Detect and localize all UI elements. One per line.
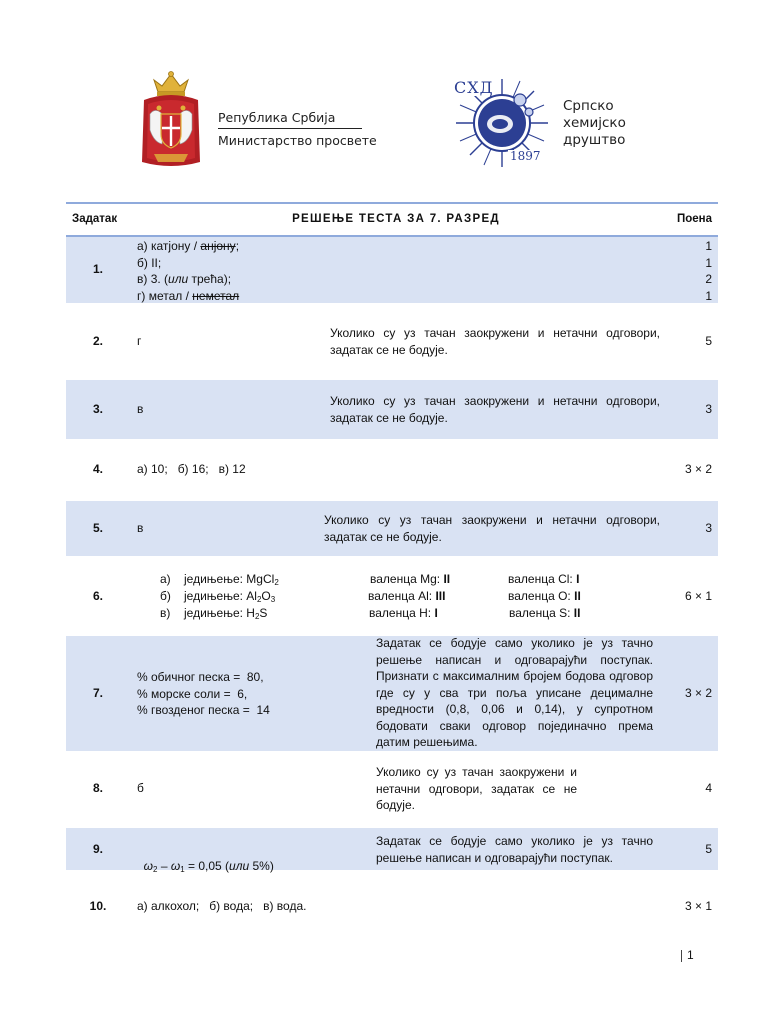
task-number: 3. [92,402,103,416]
answer: а) 10; б) 16; в) 12 [137,462,246,476]
points-value: 1 [705,288,712,303]
points-value: 3 [705,521,712,535]
ministry-label: Министарство просвете [218,133,377,148]
task-number: 6. [92,589,103,603]
society-line: хемијско [563,115,626,131]
valence: валенца S: II [509,606,581,620]
answer: в [137,402,144,416]
coat-of-arms-icon [140,70,202,172]
compound-formula: једињење: MgCl$_2$ [184,572,279,587]
task-number: 2. [92,334,103,348]
points-value: 6 × 1 [684,589,712,603]
answer-line: % морске соли = 6, [137,686,248,701]
answer: в [137,521,144,535]
answer-line: б) II; [137,255,162,270]
task-number: 4. [92,462,103,476]
points-value: 2 [705,272,712,286]
shd-logo [452,78,552,168]
valence: валенца Cl: I [508,572,580,586]
column-header-task: Задатак [72,213,118,225]
points-value: 5 [705,842,712,856]
logo-year: 1897 [510,149,541,163]
points-value: 1 [705,255,712,270]
logo-letters: СХД [454,78,494,97]
answer-line: в) 3. (или трећа); [137,272,232,286]
society-line: друштво [563,132,626,148]
points-value: 3 × 1 [684,899,712,913]
compound-line: б) [160,589,171,603]
serbia-coat-of-arms [140,70,202,172]
valence: валенца Al: III [368,589,446,603]
answer-line: а) катјону / анјону; [137,239,240,253]
grading-note: Задатак се бодује само уколико је уз тачно решење написан и одговарајући поступак. Признати с максималним бројем бодова одговор где су у сва три поља уписане децималне вредности (0,8, 0,06 и 0,14), у супротном бодовати сваки одговор појединачно према датим решењима. [376,636,653,749]
task-number: 8. [92,781,103,795]
page-number-divider [681,950,682,962]
points-value: 3 [705,402,712,416]
task-number: 5. [92,521,103,535]
points-value: 3 × 2 [684,686,712,700]
crossed-answer: неметал [192,288,240,303]
task-number: 10. [89,899,107,913]
task-number: 7. [92,686,103,700]
valence: валенца Mg: II [370,572,451,586]
compound-line: в) [160,606,171,620]
points-value: 5 [705,334,712,348]
grading-note: Уколико су уз тачан заокружени и нетачни одговори, задатак се не бодује. [324,513,660,544]
task-number: 9. [92,842,103,856]
answer-line: г) метал / неметал [137,288,240,303]
crossed-answer: анјону [200,239,236,253]
answer-line: % гвозденог песка = 14 [137,703,270,717]
valence: валенца O: II [508,589,581,603]
compound-line: а) [160,572,171,586]
table-top-rule [66,202,718,204]
table-title: РЕШЕЊЕ ТЕСТА ЗА 7. РАЗРЕД [292,213,500,225]
answer: а) алкохол; б) вода; в) вода. [137,899,307,913]
answer-formula: $\omega_2 - \omega_1 = 0,05$ (или 5%) [143,858,274,874]
answer-line: % обичног песка = 80, [137,670,264,684]
grading-note: Уколико су уз тачан заокружени и нетачни одговори, задатак се не бодује. [330,326,660,357]
answer: б [137,781,144,795]
page-number: 1 [687,948,694,962]
republic-label: Република Србија [218,110,336,125]
society-name [563,98,626,149]
valence: валенца H: I [369,606,438,620]
society-line: Српско [563,98,614,114]
compound-formula: једињење: $H_2S$ [184,606,268,621]
header-divider [218,128,362,129]
compound-formula: једињење: $Al_2O_3$ [184,589,276,604]
points-value: 3 × 2 [684,462,712,476]
task-number: 1. [92,262,103,276]
answer: г [137,334,142,348]
grading-note: Уколико су уз тачан заокружени и нетачни одговори, задатак се не бодује. [330,394,660,425]
column-header-points: Поена [676,213,712,225]
grading-note: Уколико су уз тачан заокружени и нетачни одговори, задатак се не бодује. [376,765,577,812]
points-value: 4 [705,781,712,795]
grading-note: Задатак се бодује само уколико је уз тачно решење написан и одговарајући поступак. [376,834,653,865]
points-value: 1 [705,239,712,253]
